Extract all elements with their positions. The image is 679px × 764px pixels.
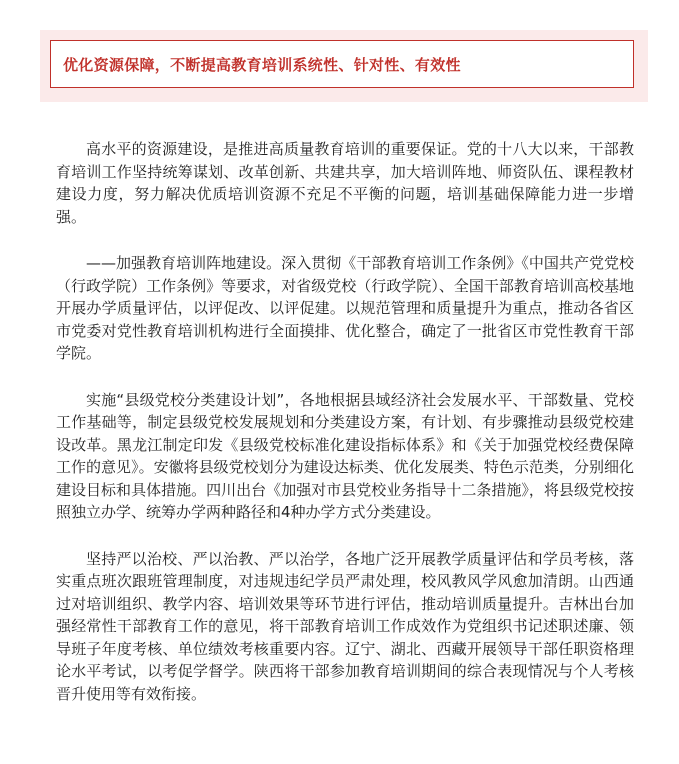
paragraph-intro: 高水平的资源建设，是推进高质量教育培训的重要保证。党的十八大以来，干部教育培训工作坚持统筹谋划、改革创新、共建共享，加大培训阵地、师资队伍、课程教材建设力度，努力解决优质培训资源不充足不平衡的问题，培训基础保障能力进一步增强。 xyxy=(56,140,634,226)
section-heading-panel xyxy=(40,30,648,102)
paragraph-strict-governance: 坚持严以治校、严以治教、严以治学，各地广泛开展教学质量评估和学员考核，落实重点班次跟班管理制度，对违规违纪学员严肃处理，校风教风学风愈加清朗。山西通过对培训组织、教学内容、培训效果等环节进行评估，推动培训质量提升。吉林出台加强经常性干部教育工作的意见，将干部教育培训工作成效作为党组织书记述职述廉、领导班子年度考核、单位绩效考核重要内容。辽宁、湖北、西藏开展领导干部任职资格理论水平考试，以考促学督学。陕西将干部参加教育培训期间的综合表现情况与个人考核晋升使用等有效衔接。 xyxy=(56,549,634,703)
section-heading: 优化资源保障，不断提高教育培训系统性、针对性、有效性 xyxy=(63,56,461,74)
section-heading-box xyxy=(50,40,634,88)
paragraph-venue-construction: ——加强教育培训阵地建设。深入贯彻《干部教育培训工作条例》《中国共产党党校（行政学院）工作条例》等要求，对省级党校（行政学院）、全国干部教育培训高校基地开展办学质量评估，以评促改、以评促建。以规范管理和质量提升为重点，推动各省区市党委对党性教育培训机构进行全面摸排、优化整合，确定了一批省区市党性教育干部学院。 xyxy=(56,254,634,362)
article-body xyxy=(56,138,634,729)
paragraph-county-party-schools: 实施“县级党校分类建设计划”，各地根据县域经济社会发展水平、干部数量、党校工作基础等，制定县级党校发展规划和分类建设方案，有计划、有步骤推动县级党校建设改革。黑龙江制定印发《县级党校标准化建设指标体系》和《关于加强党校经费保障工作的意见》。安徽将县级党校划分为建设达标类、优化发展类、特色示范类，分别细化建设目标和具体措施。四川出台《加强对市县党校业务指导十二条措施》，将县级党校按照独立办学、统筹办学两种路径和4种办学方式分类建设。 xyxy=(56,390,634,521)
